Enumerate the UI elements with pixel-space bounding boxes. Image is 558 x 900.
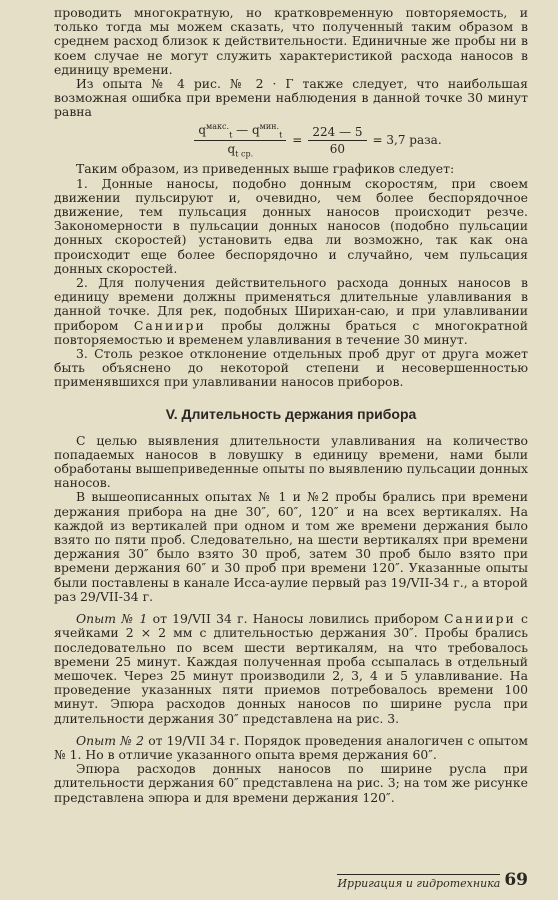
paragraph-experiment-1: Опыт № 1 от 19/VII 34 г. Наносы ловились прибором Саниири с ячейками 2 × 2 мм с длительностью держания 30″. Пробы брались последовательно по всем шести вертикалям, на что требовалось времени 25 минут. Каждая полученная проба ссыпалась в отдельный мешочек. Через 25 минут производили 2, 3, 4 и 5 улавливание. На проведение указанных пяти приемов потребовалось времени 100 минут. Эпюра расходов донных наносов по ширине русла при длительности держания 30″ представлена на рис. 3. [54,611,528,726]
paragraph-conclusion-1: 1. Донные наносы, подобно донным скоростям, при своем движении пульсируют и, очевидно, чем более беспорядочное движение, тем пульсация донных наносов происходит резче. Закономерности в пульсации донных наносов (подобно пульсации донных скоростей) установить едва ли возможно, так как она происходит еще более беспорядочно и случайно, чем пульсация донных скоростей. [54,175,528,276]
formula-fraction-left: $\frac{q^{макс.}_t — q^{мин.}_t}{q_{t ср.}}$ [194,122,286,159]
instrument-name: Саниири [133,317,206,333]
journal-title: Ирригация и гидротехника [337,874,500,890]
page-number: 69 [504,870,528,890]
paragraph-purpose: С целью выявления длительности улавливания на количество попадаемых наносов в ловушку в единицу времени, нами были обработаны вышеприведенные опыты по выявлению пульсации донных наносов. [54,432,528,491]
page-footer [337,870,528,890]
paragraph-experiments-overview: В вышеописанных опытах № 1 и №2 пробы брались при времени держания прибора на дне 30″, 60″, 120″ и на всех вертикалях. На каждой из вертикалей при одном и том же времени держания было взято по пяти проб. Следовательно, на шести вертикалях при времени держания 30″ было взято 30 проб, затем 30 проб было взято при времени держания 60″ и 30 проб при времени 120″. Указанные опыты были поставлены в канале Исса-аулие первый раз 19/VII-34 г., а второй раз 29/VII-34 г. [54,489,528,604]
paragraph-experiment-2-plot: Эпюра расходов донных наносов по ширине русла при длительности держания 60″ представлена на рис. 3; на том же рисунке представлена эпюра и для времени держания 120″. [54,761,528,805]
experiment-label: Опыт № 2 [76,732,145,748]
section-heading: V. Длительность держания прибора [165,405,417,422]
error-formula: $\frac{q^{макс.}_t — q^{мин.}_t}{q_{t ср.}}$ = $\frac{224 — 5}{60}$ = 3,7 раза. [114,122,528,159]
experiment-label: Опыт № 1 [76,611,148,627]
paragraph-conclusion-2: 2. Для получения действительного расхода донных наносов в единицу времени должны применяться длительные улавливания в данной точке. Для рек, подобных Ширихан-саю, и при улавливании прибором Саниири пробы должны браться с многократной повторяемостью и временем улавливания в течение 30 минут. [54,275,528,347]
formula-fraction-right: $\frac{224 — 5}{60}$ [308,125,366,156]
paragraph-conclusions-intro: Таким образом, из приведенных выше графиков следует: [76,161,455,177]
paragraph-error-intro: Из опыта № 4 рис. № 2 · Г также следует, что наибольшая возможная ошибка при времени наблюдения в данной точке 30 минут равна [54,76,528,120]
formula-result: = 3,7 раза. [372,133,442,148]
instrument-name: Саниири [443,611,516,627]
paragraph-continuation: проводить многократную, но кратковременную повторяемость, и только тогда мы можем сказать, что полученный таким образом в среднем расход близок к действительности. Единичные же пробы ни в коем случае не могут служить характеристикой расхода наносов в единицу времени. [54,5,528,77]
paragraph-conclusion-3: 3. Столь резкое отклонение отдельных проб друг от друга может быть объяснено до некоторой степени и несовершенностью применявшихся при улавливании наносов приборов. [54,346,528,390]
paragraph-experiment-2: Опыт № 2 от 19/VII 34 г. Порядок проведения аналогичен с опытом № 1. Но в отличие указанного опыта время держания 60″. [54,732,528,762]
